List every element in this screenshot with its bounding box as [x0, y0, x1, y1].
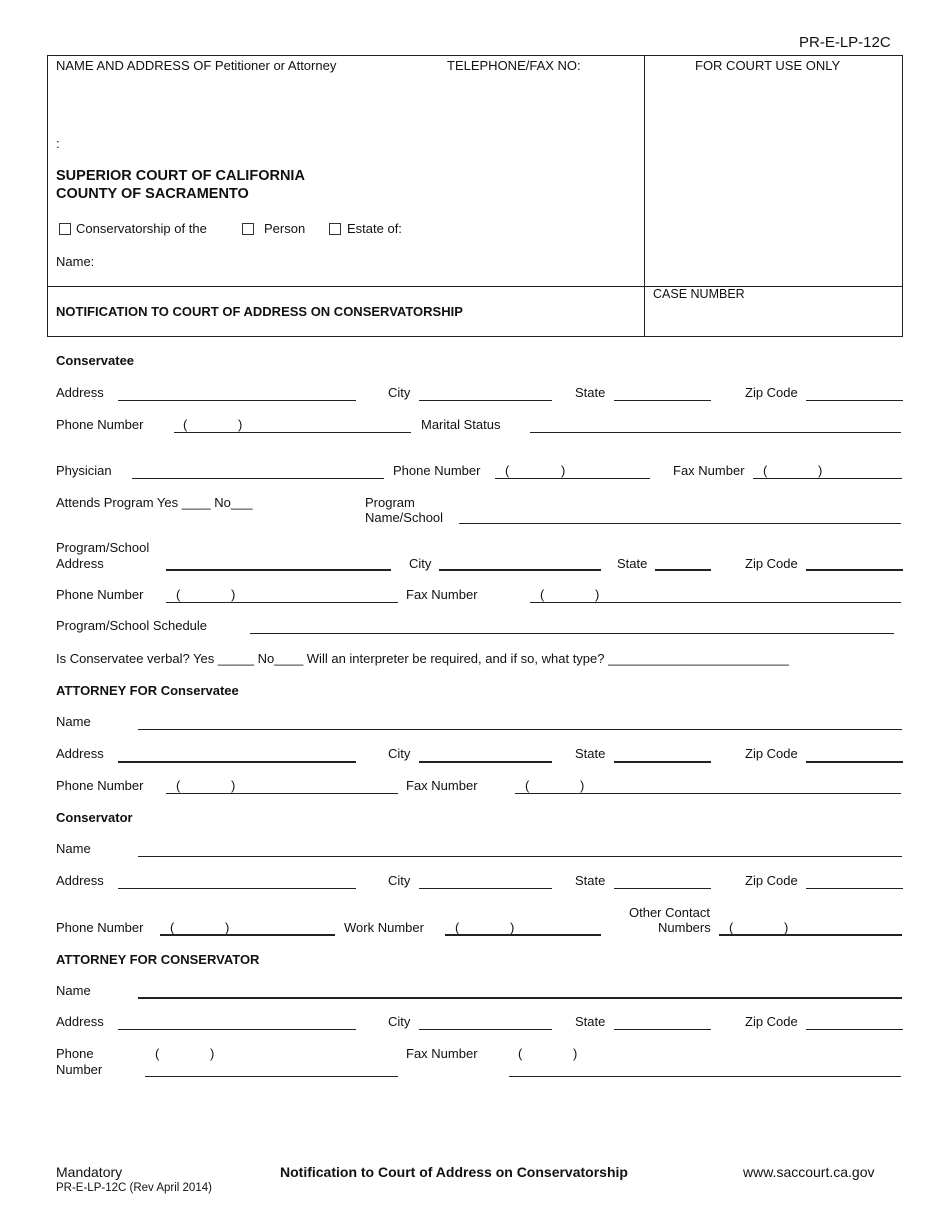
attorney-conservatee-heading: ATTORNEY FOR Conservatee: [56, 683, 239, 698]
conservator-zip-label: Zip Code: [745, 873, 798, 888]
program-zip-label: Zip Code: [745, 556, 798, 571]
program-name-input[interactable]: [459, 523, 901, 524]
physician-phone-input[interactable]: [495, 478, 650, 479]
conservator-work-input[interactable]: [445, 934, 601, 936]
attorney-conservatee-city-input[interactable]: [419, 761, 552, 763]
court-use-box: [644, 55, 903, 287]
attorney-conservator-address-input[interactable]: [118, 1029, 356, 1030]
attorney-conservator-zip-label: Zip Code: [745, 1014, 798, 1029]
program-address-input[interactable]: [166, 569, 391, 571]
attorney-conservator-fax-input[interactable]: [509, 1076, 901, 1077]
program-name-label-2: Name/School: [365, 510, 444, 525]
attorney-conservatee-state-input[interactable]: [614, 761, 711, 763]
attorney-conservatee-name-input[interactable]: [138, 729, 902, 730]
physician-fax-input[interactable]: [753, 478, 902, 479]
conservator-state-label: State: [575, 873, 606, 888]
other-contact-area-open: (: [729, 920, 734, 935]
program-city-input[interactable]: [439, 569, 601, 571]
conservator-state-input[interactable]: [614, 888, 711, 889]
program-fax-area-open: (: [540, 587, 545, 602]
person-label: Person: [264, 221, 306, 236]
attorney-conservator-fax-label: Fax Number: [406, 1046, 478, 1061]
conservatee-address-label: Address: [56, 385, 104, 400]
program-state-input[interactable]: [655, 569, 711, 571]
telephone-label: TELEPHONE/FAX NO:: [447, 58, 581, 73]
person-checkbox[interactable]: [242, 223, 254, 235]
case-number-label: CASE NUMBER: [653, 287, 745, 301]
footer-revision: PR-E-LP-12C (Rev April 2014): [56, 1182, 212, 1194]
physician-phone-area-open: (: [505, 463, 510, 478]
conservator-name-label: Name: [56, 841, 91, 856]
conservatee-zip-input[interactable]: [806, 400, 903, 401]
conservator-phone-label: Phone Number: [56, 920, 144, 935]
program-fax-area-close: ): [595, 587, 600, 602]
conservator-phone-area-open: (: [170, 920, 175, 935]
attorney-conservatee-zip-label: Zip Code: [745, 746, 798, 761]
attorney-conservatee-fax-label: Fax Number: [406, 778, 478, 793]
program-phone-label: Phone Number: [56, 587, 144, 602]
attorney-conservatee-phone-input[interactable]: [166, 793, 398, 794]
conservator-zip-input[interactable]: [806, 888, 903, 889]
other-contact-area-close: ): [784, 920, 789, 935]
conservator-city-input[interactable]: [419, 888, 552, 889]
conservatee-phone-area-open: (: [183, 417, 188, 432]
program-address-label-1: Program/School: [56, 540, 150, 555]
program-address-label-2: Address: [56, 556, 104, 571]
attorney-conservator-name-label: Name: [56, 983, 91, 998]
attorney-conservatee-name-label: Name: [56, 714, 91, 729]
physician-fax-label: Fax Number: [673, 463, 745, 478]
attorney-conservatee-phone-label: Phone Number: [56, 778, 144, 793]
physician-phone-label: Phone Number: [393, 463, 481, 478]
attorney-conservatee-state-label: State: [575, 746, 606, 761]
name-address-label: NAME AND ADDRESS OF Petitioner or Attorney: [56, 58, 337, 73]
attorney-conservatee-phone-area-close: ): [231, 778, 236, 793]
attorney-conservator-state-input[interactable]: [614, 1029, 711, 1030]
conservatee-zip-label: Zip Code: [745, 385, 798, 400]
footer-website[interactable]: www.saccourt.ca.gov: [743, 1164, 875, 1180]
conservator-work-area-open: (: [455, 920, 460, 935]
conservator-address-label: Address: [56, 873, 104, 888]
attorney-conservatee-fax-area-open: (: [525, 778, 530, 793]
physician-label: Physician: [56, 463, 112, 478]
verbal-question: Is Conservatee verbal? Yes _____ No____ Will an interpreter be required, and if so, what type? _________________________: [56, 651, 789, 666]
attorney-conservatee-city-label: City: [388, 746, 411, 761]
attorney-conservator-city-label: City: [388, 1014, 411, 1029]
conservator-heading: Conservator: [56, 810, 133, 825]
court-use-label: FOR COURT USE ONLY: [695, 58, 841, 73]
physician-fax-area-close: ): [818, 463, 823, 478]
conservatee-phone-input[interactable]: [174, 432, 411, 433]
attorney-conservatee-address-input[interactable]: [118, 761, 356, 763]
form-title: NOTIFICATION TO COURT OF ADDRESS ON CONSERVATORSHIP: [56, 304, 463, 319]
attorney-conservator-state-label: State: [575, 1014, 606, 1029]
conservatee-state-input[interactable]: [614, 400, 711, 401]
attorney-conservator-phone-input[interactable]: [145, 1076, 398, 1077]
court-name-line2: COUNTY OF SACRAMENTO: [56, 186, 249, 202]
colon: :: [56, 136, 60, 151]
conservatee-city-input[interactable]: [419, 400, 552, 401]
attorney-conservator-name-input[interactable]: [138, 997, 902, 999]
attorney-conservator-address-label: Address: [56, 1014, 104, 1029]
program-phone-input[interactable]: [166, 602, 398, 603]
physician-phone-area-close: ): [561, 463, 566, 478]
conservator-phone-input[interactable]: [160, 934, 335, 936]
conservator-address-input[interactable]: [118, 888, 356, 889]
conservatorship-checkbox[interactable]: [59, 223, 71, 235]
conservator-work-area-close: ): [510, 920, 515, 935]
conservatee-address-input[interactable]: [118, 400, 356, 401]
program-phone-area-open: (: [176, 587, 181, 602]
program-schedule-input[interactable]: [250, 633, 894, 634]
program-fax-input[interactable]: [530, 602, 901, 603]
conservatee-phone-label: Phone Number: [56, 417, 144, 432]
court-name-line1: SUPERIOR COURT OF CALIFORNIA: [56, 168, 305, 184]
attorney-conservator-zip-input[interactable]: [806, 1029, 903, 1030]
program-state-label: State: [617, 556, 648, 571]
marital-status-label: Marital Status: [421, 417, 501, 432]
attorney-conservator-city-input[interactable]: [419, 1029, 552, 1030]
conservator-city-label: City: [388, 873, 411, 888]
other-contact-input[interactable]: [719, 934, 902, 936]
conservatee-heading: Conservatee: [56, 353, 135, 368]
other-contact-label-1: Other Contact: [629, 905, 710, 920]
attorney-conservator-fax-area-open: (: [518, 1046, 523, 1061]
physician-input[interactable]: [132, 478, 384, 479]
marital-status-input[interactable]: [530, 432, 901, 433]
conservatee-city-label: City: [388, 385, 411, 400]
conservator-phone-area-close: ): [225, 920, 230, 935]
program-schedule-label: Program/School Schedule: [56, 618, 208, 633]
other-contact-label-2: Numbers: [658, 920, 711, 935]
program-name-label-1: Program: [365, 495, 415, 510]
footer-mandatory: Mandatory: [56, 1164, 123, 1180]
conservatorship-label: Conservatorship of the: [76, 221, 207, 236]
program-city-label: City: [409, 556, 432, 571]
attorney-conservator-phone-area-open: (: [155, 1046, 160, 1061]
attorney-conservator-phone-label-2: Number: [56, 1062, 103, 1077]
estate-checkbox[interactable]: [329, 223, 341, 235]
attorney-conservatee-zip-input[interactable]: [806, 761, 903, 763]
estate-label: Estate of:: [347, 221, 402, 236]
attends-program-label: Attends Program Yes ____ No___: [56, 495, 253, 510]
attorney-conservator-phone-label-1: Phone: [56, 1046, 94, 1061]
conservator-work-label: Work Number: [344, 920, 424, 935]
footer-title: Notification to Court of Address on Conservatorship: [280, 1164, 628, 1180]
conservator-name-input[interactable]: [138, 856, 902, 857]
attorney-conservatee-address-label: Address: [56, 746, 104, 761]
attorney-conservator-fax-area-close: ): [573, 1046, 578, 1061]
attorney-conservatee-fax-area-close: ): [580, 778, 585, 793]
program-zip-input[interactable]: [806, 569, 903, 571]
physician-fax-area-open: (: [763, 463, 768, 478]
name-label: Name:: [56, 254, 95, 269]
conservatee-state-label: State: [575, 385, 606, 400]
program-fax-label: Fax Number: [406, 587, 478, 602]
attorney-conservator-phone-area-close: ): [210, 1046, 215, 1061]
attorney-conservator-heading: ATTORNEY FOR CONSERVATOR: [56, 952, 260, 967]
form-id: PR-E-LP-12C: [799, 34, 891, 51]
attorney-conservatee-phone-area-open: (: [176, 778, 181, 793]
program-phone-area-close: ): [231, 587, 236, 602]
attorney-conservatee-fax-input[interactable]: [515, 793, 901, 794]
conservatee-phone-area-close: ): [238, 417, 243, 432]
